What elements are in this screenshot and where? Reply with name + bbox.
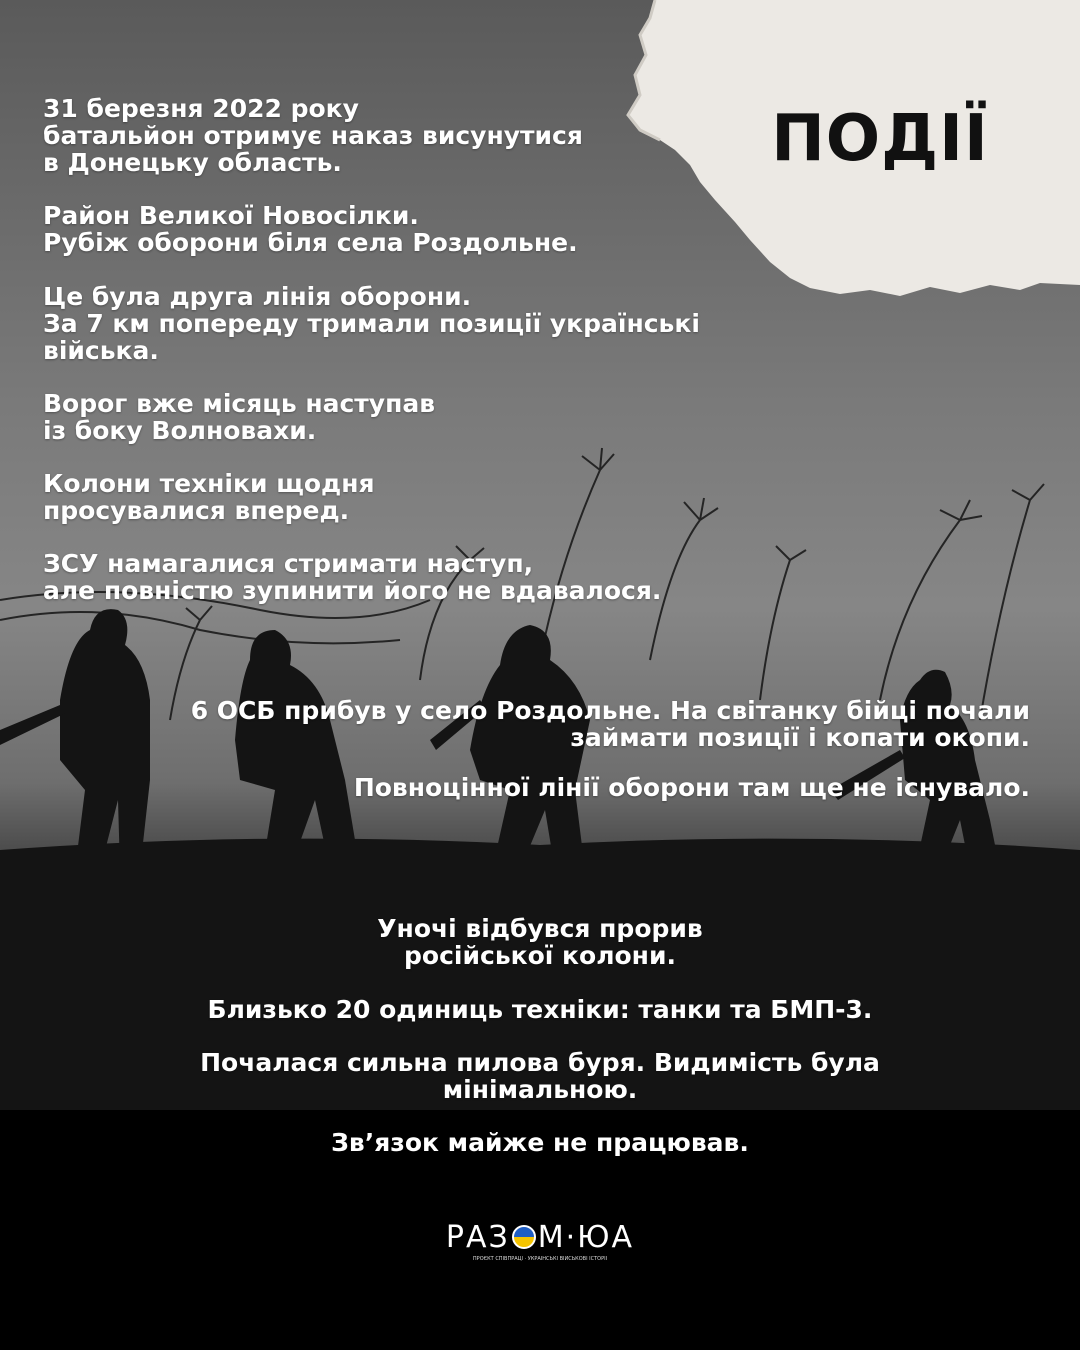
logo-text-end: М·ЮА (537, 1220, 635, 1255)
paragraph-afu (43, 550, 661, 604)
text-line: Це була друга лінія оборони. (43, 282, 472, 311)
text-line: 6 ОСБ прибув у село Роздольне. На світанку бійці почали (190, 696, 1030, 725)
paragraph-no-line (354, 774, 1030, 801)
text-line: із боку Волновахи. (43, 416, 317, 445)
text-line: в Донецьку область. (43, 148, 342, 177)
text-line: За 7 км попереду тримали позиції українські (43, 309, 700, 338)
text-line: Уночі відбувся прорив (377, 914, 703, 943)
text-line: Зв’язок майже не працював. (331, 1128, 749, 1157)
text-line: Район Великої Новосілки. (43, 201, 419, 230)
paragraph-dust-storm (40, 1049, 1040, 1103)
paragraph-breakthrough (40, 915, 1040, 969)
paragraph-communication (40, 1129, 1040, 1156)
text-line: Близько 20 одиниць техніки: танки та БМП-3. (207, 995, 873, 1024)
paragraph-arrival (191, 697, 1030, 751)
text-line: просувалися вперед. (43, 496, 350, 525)
paragraph-defense-line (43, 283, 700, 364)
paragraph-area (43, 202, 578, 256)
text-line: Почалася сильна пилова буря. Видимість була (200, 1048, 880, 1077)
paragraph-vehicles (40, 996, 1040, 1023)
text-line: Колони техніки щодня (43, 469, 375, 498)
ukraine-flag-icon (512, 1225, 536, 1249)
text-line: Ворог вже місяць наступав (43, 389, 436, 418)
logo-text-start: РАЗ (445, 1220, 510, 1255)
text-line: Повноцінної лінії оборони там ще не існувало. (353, 773, 1030, 802)
text-line: але повністю зупинити його не вдавалося. (43, 576, 662, 605)
text-line: ЗСУ намагалися стримати наступ, (43, 549, 534, 578)
text-line: війська. (43, 336, 159, 365)
paragraph-columns (43, 470, 375, 524)
razom-logo (440, 1222, 640, 1262)
text-line: мінімальною. (442, 1075, 638, 1104)
text-line: Рубіж оборони біля села Роздольне. (43, 228, 578, 257)
text-line: батальйон отримує наказ висунутися (43, 121, 583, 150)
logo-wordmark (440, 1222, 640, 1254)
paragraph-date (43, 95, 583, 176)
paragraph-enemy (43, 390, 435, 444)
text-line: займати позиції і копати окопи. (570, 723, 1030, 752)
text-line: 31 березня 2022 року (43, 94, 359, 123)
page-title: ПОДІЇ (771, 102, 989, 176)
text-line: російської колони. (404, 941, 676, 970)
logo-tagline: ПРОЄКТ СПІВПРАЦІ · УКРАЇНСЬКІ ВІЙСЬКОВІ ІСТОРІЇ (472, 1256, 608, 1262)
